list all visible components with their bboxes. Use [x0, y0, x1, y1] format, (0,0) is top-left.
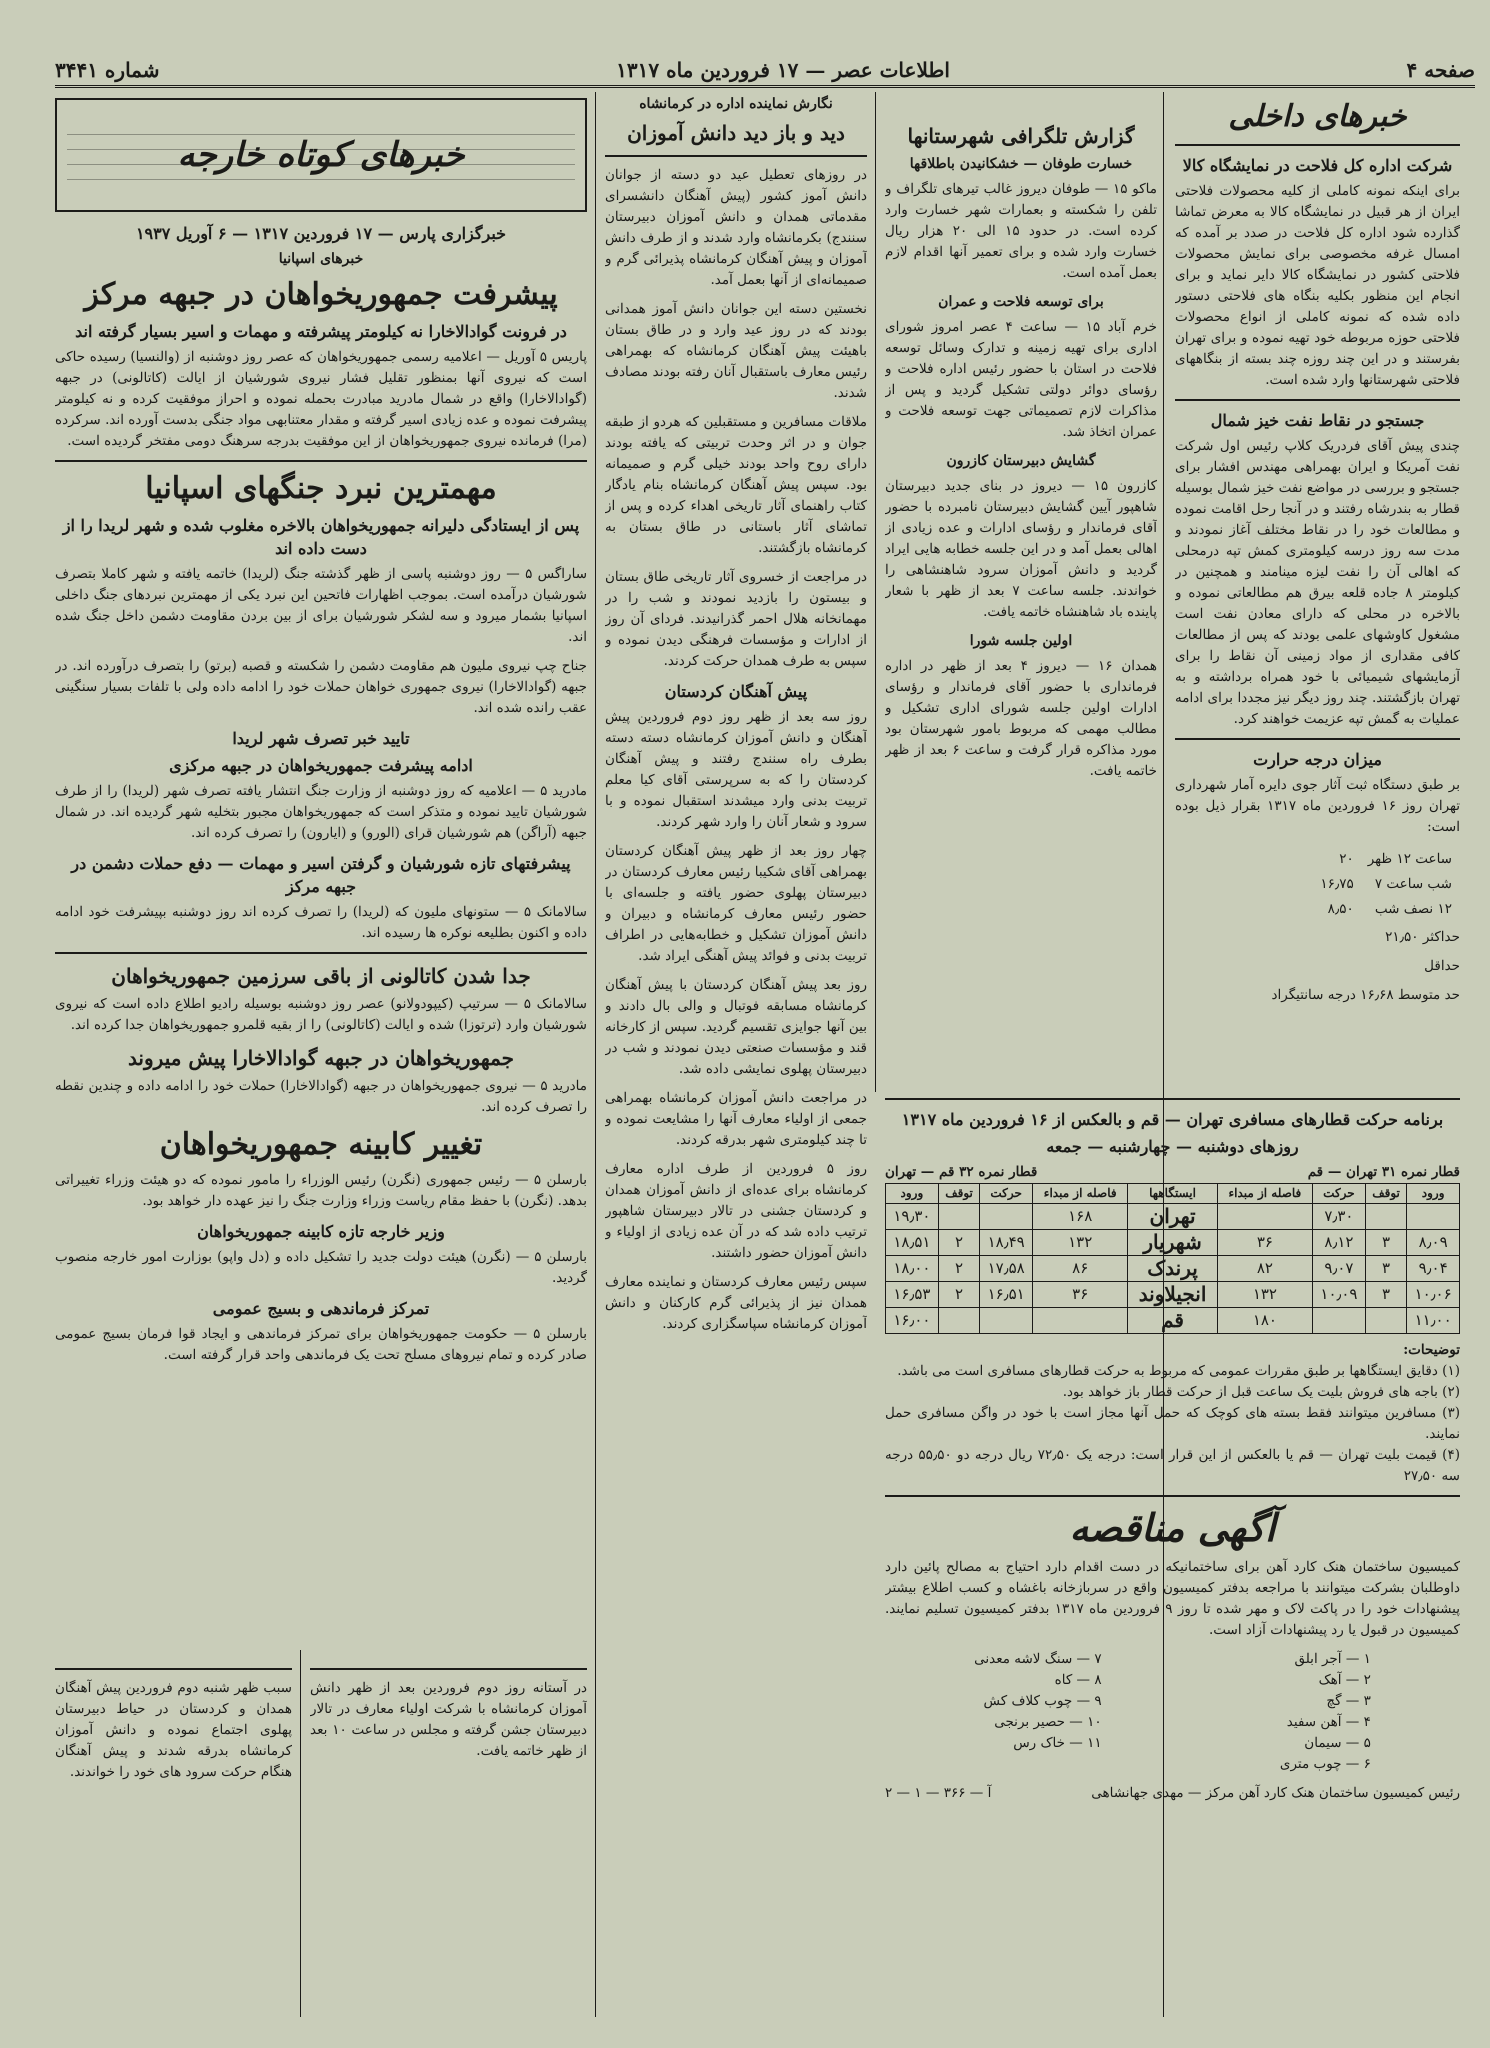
foreign-news-banner: [55, 98, 587, 212]
table-row: [886, 1308, 1460, 1334]
column-rule: [595, 92, 596, 2017]
table-row: [1314, 848, 1458, 871]
article-body: مادرید ۵ — اعلامیه که روز دوشنبه از وزارت جنگ انتشار یافته تصرف شهر (لریدا) را از طرف شورشیان تایید نموده و متذکر است که جمهوریخواهان مجبور بتخلیه شهر گردیده اند. در شمال جبهه (آراگن) هم شورشیان قرای (الورو) و (ایارون) را تصرف کرده اند.: [55, 783, 587, 841]
article-body: در مراجعت دانش آموزان کرمانشاه بهمراهی جمعی از اولیاء معارف آنها را مشایعت نموده و تا چند کیلومتری شهر بدرقه کردند.: [605, 1090, 867, 1148]
subheadline: گشایش دبیرستان کازرون: [946, 453, 1096, 469]
column-rule: [875, 92, 876, 1092]
article-body: چندی پیش آقای فردریک کلاپ رئیس اول شرکت نفت آمریکا و ایران بهمراهی مهندس افشار برای جستجو و بررسی در مواضع نفت خیز شمال بوسیله قطار به بندرشاه رفتند و در آنجا رحل اقامت نموده و مطالعات خود را در نقاط مختلف آغاز نمودند و مدت سه روز درسه کیلومتری کمش تپه درمحلی که اهالی آن را نفت لیزه مینامند و همچنین در کیلومتر ۸ جاده قلعه بیرق هم مطالعاتی نموده و بالاخره در محلی که دارای معادن نفت است مشغول کاوشهای علمی بودند که پس از مطالعات کافی مقداری از مواد زمینی آن نقاط را برای آزمایشهای شیمیائی با خود همراه برداشته و به تهران بازگشتند. چند روز دیگر نیز مجددا برای ادامه عملیات به گمش تپه عزیمت خواهند کرد.: [1175, 438, 1460, 727]
list-item: ۵ — سیمان: [1304, 1735, 1371, 1751]
headline: جدا شدن کاتالونی از باقی سرزمین جمهوریخواهان: [111, 964, 531, 988]
ad-list: [974, 1649, 1102, 1775]
article-body: بارسلن ۵ — (نگرن) هیئت دولت جدید را تشکیل داده و (دل واپو) بوزارت امور خارجه منصوب گردید.: [55, 1249, 587, 1286]
col-header: توقف: [1365, 1184, 1406, 1204]
article-body: در مراجعت از خسروی آثار تاریخی طاق بستان و بیستون را بازدید نمودند و شب را در مهمانخانه هلال احمر گذرانیدند. فردای آن روز از ادارات و مؤسسات فرهنگی دیدن نموده و سپس به طرف همدان حرکت کردند.: [605, 569, 867, 669]
list-item: ۹ — چوب کلاف کش: [983, 1693, 1102, 1709]
page-number: صفحه ۴: [1406, 58, 1475, 82]
headline: تغییر کابینه جمهوریخواهان: [159, 1127, 483, 1162]
article-body: بارسلن ۵ — رئیس جمهوری (نگرن) رئیس الوزراء را مامور نموده که دو هیئت وزراء تغییراتی بدهد. (نگرن) با حفظ مقام ریاست وزراء وزارت جنگ را نیز عهده دار خواهد بود.: [55, 1172, 587, 1209]
cell: ۸٫۰۹: [1407, 1230, 1460, 1256]
table-header: [886, 1184, 1460, 1204]
subheadline: تایید خبر تصرف شهر لریدا: [232, 729, 410, 748]
temp-label: ساعت ۱۲ ظهر: [1367, 851, 1452, 867]
cell: [938, 1204, 979, 1230]
article-body: خرم آباد ۱۵ — ساعت ۴ عصر امروز شورای اداری برای تهیه زمینه و تدارک وسائل توسعه فلاحت در استان با حضور رئیس اداره فلاحت و رؤسای دوائر دولتی تشکیل گردید و پس از مذاکرات لازم تصمیماتی جهت توسعه فلاحت و عمران اتخاذ شد.: [885, 319, 1157, 440]
cell: ۹٫۰۷: [1313, 1256, 1366, 1282]
foreign-news-column: [55, 92, 587, 1642]
schedule-and-ad: [885, 1090, 1460, 2015]
cell: ۲: [938, 1230, 979, 1256]
station: تهران: [1128, 1204, 1217, 1230]
table-row: [886, 1230, 1460, 1256]
headline: جمهوریخواهان در جبهه گوادالاخارا پیش میروند: [127, 1046, 515, 1070]
cell: [980, 1204, 1033, 1230]
agency-line: خبرگزاری پارس — ۱۷ فروردین ۱۳۱۷ — ۶ آوریل ۱۹۳۷: [135, 224, 507, 243]
article-body: سبب ظهر شنبه دوم فروردین پیش آهنگان همدان و کردستان در حیاط دبیرستان پهلوی اجتماع نموده و دانش آموزان کرمانشاه بدرقه شدند و پیش آهنگان هنگام حرکت سرود های خود را خواندند.: [55, 1680, 292, 1780]
train-days: روزهای دوشنبه — چهارشنبه — جمعه: [1046, 1137, 1299, 1156]
temp-value: ۱۶٫۷۵: [1320, 876, 1354, 892]
article-body: جناح چپ نیروی ملیون هم مقاومت دشمن را شکسته و قصبه (برتو) را بتصرف درآورده اند. در جبهه (گوادالاخارا) نیروی جمهوری خواهان حملات خود را ادامه داده ولی با تلفات بسیار سنگینی عقب رانده شده اند.: [55, 658, 587, 716]
ad-body: کمیسیون ساختمان هنک کارد آهن برای ساختمانیکه در دست اقدام دارد احتیاج به مصالح پائین دارد داوطلبان بشرکت میتوانند با مراجعه بدفتر کمیسیون واقع در سربازخانه باغشاه و کسب اطلاع بیشتر پیشنهادات خود را در پاکت لاک و مهر شده تا روز ۹ فروردین ماه ۱۳۱۷ بدفتر کمیسیون تسلیم نمایند. کمیسیون در قبول یا رد پیشنهادات آزاد است.: [885, 1559, 1460, 1638]
list-item: ۴ — آهن سفید: [1286, 1714, 1371, 1730]
subheadline: برای توسعه فلاحت و عمران: [938, 294, 1104, 310]
headline: میزان درجه حرارت: [1253, 750, 1382, 769]
headline: پیشرفت جمهوریخواهان در جبهه مرکز: [84, 277, 558, 312]
col-header: فاصله از مبداء: [1217, 1184, 1312, 1204]
cell: ۱۸٫۵۱: [886, 1230, 939, 1256]
kicker: نگارش نماینده اداره در کرمانشاه: [639, 96, 833, 112]
col-header: حرکت: [1313, 1184, 1366, 1204]
train-direction: قطار نمره ۳۲ قم — تهران: [885, 1164, 1038, 1180]
subheadline: خسارت طوفان — خشکانیدن باطلاقها: [909, 156, 1133, 172]
cell: ۳۶: [1033, 1282, 1128, 1308]
subheadline: تمرکز فرماندهی و بسیج عمومی: [212, 1299, 430, 1318]
ad-title: آگهی مناقصه: [1069, 1505, 1276, 1550]
cell: ۱۰٫۰۶: [1407, 1282, 1460, 1308]
table-row: [1314, 873, 1458, 896]
telegraph-column: [885, 92, 1157, 1082]
headline: دید و باز دید دانش آموزان: [627, 121, 845, 145]
list-item: ۸ — کاه: [1054, 1672, 1102, 1688]
article-body: روز سه بعد از ظهر روز دوم فروردین پیش آهنگان و دانش آموزان کرمانشاه دسته دسته بطرف راه سنندج رفتند و پیش آهنگان کردستان را که به سرپرستی آقای کیا معلم تربیت بدنی وارد میشدند استقبال نموده و با سرود و شعار آنان را وارد شهر کردند.: [605, 709, 867, 830]
temp-max: حداکثر ۲۱٫۵۰: [1385, 929, 1460, 945]
cell: ۱۰٫۰۹: [1313, 1282, 1366, 1308]
cell: ۸۶: [1033, 1256, 1128, 1282]
station: انجیلاوند: [1128, 1282, 1217, 1308]
banner-title: خبرهای کوتاه خارجه: [177, 134, 465, 175]
article-body: پاریس ۵ آوریل — اعلامیه رسمی جمهوریخواهان که عصر روز دوشنبه از (والنسیا) رسیده حاکی است که نیروی آنها بمنظور تقلیل فشار نیروی شورشیان از ایالت (کاتالونی) در جبهه (گوادالاخارا) واقع در شمال مادرید مبادرت بحمله نموده و احراز موفقیت کرده و نه کیلومتر پیشرفت نموده و عده زیادی اسیر گرفته و مقدار معتنابهی مواد جنگی بدست آورده اند. سرکرده (مرا) فرمانده نیروی جمهوریخواهان از این موفقیت بدرجه سرهنگ دومی مفتخر گردیده است.: [55, 349, 587, 449]
station: قم: [1128, 1308, 1217, 1334]
article-body: بر طبق دستگاه ثبت آثار جوی دایره آمار شهرداری تهران روز ۱۶ فروردین ماه ۱۳۱۷ بقرار ذیل بوده است:: [1175, 777, 1460, 835]
article-body: مادرید ۵ — نیروی جمهوریخواهان در جبهه (گوادالاخارا) حملات خود را ادامه داده و چندین نقطه را تصرف کرده اند.: [55, 1078, 587, 1115]
article-body: روز بعد پیش آهنگان کردستان با پیش آهنگان کرمانشاه مسابقه فوتبال و والی بال دادند و بین آنها جوایزی تقسیم گردید. سپس از کارخانه قند و مؤسسات صنعتی دیدن نمودند و شب در دبیرستان پهلوی نمایشی داده شد.: [605, 977, 867, 1077]
temp-value: ۲۰: [1339, 851, 1354, 867]
cell: ۳: [1365, 1256, 1406, 1282]
col-header: حرکت: [980, 1184, 1033, 1204]
train-title: برنامه حرکت قطارهای مسافری تهران — قم و بالعکس از ۱۶ فروردین ماه ۱۳۱۷: [901, 1110, 1444, 1129]
article-body: بارسلن ۵ — حکومت جمهوریخواهان برای تمرکز فرماندهی و ایجاد قوا فرمان بسیج عمومی صادر کرده و تمام نیروهای مسلح تحت یک فرماندهی واحد قرار گرفته است.: [55, 1326, 587, 1363]
table-row: [886, 1256, 1460, 1282]
article-body: همدان ۱۶ — دیروز ۴ بعد از ظهر در اداره فرمانداری با حضور آقای فرماندار و رؤسای ادارات اولین جلسه شورای اداری تشکیل و مطالب مهمی که مربوط بامور شهرستان بود مورد مذاکره قرار گرفت و ساعت ۶ بعد از ظهر خاتمه یافت.: [885, 658, 1157, 779]
headline: شرکت اداره کل فلاحت در نمایشگاه کالا: [1182, 156, 1453, 175]
subheadline: پس از ایستادگی دلیرانه جمهوریخواهان بالاخره مغلوب شده و شهر لریدا را از دست داده اند: [62, 516, 580, 558]
col-header: فاصله از مبداء: [1033, 1184, 1128, 1204]
continuation-box: [55, 1660, 292, 2015]
cell: ۸٫۱۲: [1313, 1230, 1366, 1256]
cell: ۹٫۰۴: [1407, 1256, 1460, 1282]
student-visit-column: [605, 92, 867, 2017]
temperature-table: [1312, 846, 1460, 923]
list-item: ۶ — چوب مترى: [1279, 1756, 1371, 1772]
list-item: ۳ — گچ: [1326, 1693, 1371, 1709]
cell: ۲: [938, 1256, 979, 1282]
ad-list: [1280, 1649, 1371, 1775]
subheadline: وزیر خارجه تازه کابینه جمهوریخواهان: [197, 1222, 445, 1241]
cell: [1365, 1204, 1406, 1230]
issue-number: شماره ۳۴۴۱: [55, 58, 160, 82]
article-body: ملاقات مسافرین و مستقبلین که هردو از طبقه جوان و در اثر وحدت تربیتی که یافته بودند دارای روح واحد بودند خیلی گرم و صمیمانه بود. سپس پیش آهنگان کرمانشاه بنام یادگار کتاب راهنمای آثار تاریخی اهداء کرده و پس از تماشای آثار باستانی در طاق بستان به کرمانشاه بازگشتند.: [605, 414, 867, 556]
column-rule: [300, 1650, 301, 2017]
notes-title: توضیحات:: [1403, 1342, 1460, 1358]
train-table: [885, 1183, 1460, 1334]
list-item: ۲ — آهک: [1318, 1672, 1371, 1688]
section-title: خبرهای داخلی: [1228, 99, 1407, 134]
note: (۳) مسافرین میتوانند فقط بسته های کوچک که حمل آنها مجاز است با خود در واگن مسافری حمل نمایند.: [885, 1405, 1460, 1442]
temp-label: شب ساعت ۷: [1374, 876, 1452, 892]
article-body: سالامانک ۵ — سرتیپ (کیپودولانو) عصر روز دوشنبه بوسیله رادیو اطلاع داده است که نیروی شورشیان وارد (ترتوزا) شده و ایالت (کاتالونی) را از بقیه قلمرو جمهوریخواهان جدا کرده اند.: [55, 996, 587, 1033]
subheadline: در فرونت گوادالاخارا نه کیلومتر پیشرفته و مهمات و اسیر بسیار گرفته اند: [75, 322, 567, 341]
cell: [1407, 1204, 1460, 1230]
cell: [1033, 1308, 1128, 1334]
article-body: ماکو ۱۵ — طوفان دیروز غالب تیرهای تلگراف و تلفن را شکسته و بعمارات شهر خسارت وارد کرده است. در حدود ۱۵ الی ۲۰ هزار ریال خسارت وارد شده و برای تعمیر آنها اقدام لازم بعمل آمده است.: [885, 181, 1157, 281]
note: (۴) قیمت بلیت تهران — قم یا بالعکس از این قرار است: درجه یک ۷۲٫۵۰ ریال درجه دو ۵۵٫۵۰ درجه سه ۲۷٫۵۰: [885, 1447, 1460, 1484]
station: شهریار: [1128, 1230, 1217, 1256]
table-row: [1314, 898, 1458, 921]
cell: ۱۱٫۰۰: [1407, 1308, 1460, 1334]
cell: ۱۸٫۰۰: [886, 1256, 939, 1282]
article-body: نخستین دسته این جوانان دانش آموز همدانی بودند که در روز عید وارد و در طاق بستان باهیئت پیش آهنگان کرمانشاه که بهمراهی رئیس معارف باستقبال آنان رفته بودند مصادف شدند.: [605, 301, 867, 401]
article-body: در آستانه روز دوم فروردین بعد از ظهر دانش آموزان کرمانشاه با شرکت اولیاء معارف در تالار دبیرستان جشن گرفته و مجلس در ساعت ۱۰ بعد از ظهر خاتمه یافت.: [310, 1680, 587, 1759]
subheadline: اولین جلسه شورا: [969, 633, 1073, 649]
col-header: ورود: [1407, 1184, 1460, 1204]
col-header: ایستگاهها: [1128, 1184, 1217, 1204]
headline: جستجو در نقاط نفت خیز شمال: [1210, 411, 1425, 430]
cell: ۳: [1365, 1282, 1406, 1308]
date-line: اطلاعات عصر — ۱۷ فروردین ماه ۱۳۱۷: [616, 58, 950, 82]
cell: [1365, 1308, 1406, 1334]
spain-news-label: خبرهای اسپانیا: [278, 251, 364, 267]
note: (۱) دقایق ایستگاهها بر طبق مقررات عمومی که مربوط به حرکت قطارهای مسافری است می باشد.: [897, 1363, 1460, 1379]
temp-label: ۱۲ نصف شب: [1374, 901, 1452, 917]
headline: مهمترین نبرد جنگهای اسپانیا: [145, 471, 497, 506]
temp-min: حداقل: [1424, 958, 1460, 974]
article-body: سپس رئیس معارف کردستان و نماینده معارف همدان نیز از پذیرائی گرم کارکنان و دانش آموزان کرمانشاه سپاسگزاری کردند.: [605, 1274, 867, 1332]
article-body: چهار روز بعد از ظهر پیش آهنگان کردستان بهمراهی آقای شکیبا رئیس معارف کردستان در دبیرستان پهلوی حضور یافته و جلسه‌ای با حضور رئیس معارف کرمانشاه و دبیران و دانش آموزان تشکیل و خطابه‌هایی در اطراف تربیت بدنی و فوائد پیش آهنگی ایراد شد.: [605, 843, 867, 964]
cell: ۲: [938, 1282, 979, 1308]
article-body: روز ۵ فروردین از طرف اداره معارف کرمانشاه برای عده‌ای از دانش آموزان همدان و کردستان جشنی در تالار دبیرستان شاهپور ترتیب داده شد که در آن عده زیادی از اولیاء و دانش آموزان حضور داشتند.: [605, 1161, 867, 1261]
cell: ۱۳۲: [1217, 1282, 1312, 1308]
note: (۲) باجه های فروش بلیت یک ساعت قبل از حرکت قطار باز خواهد بود.: [1062, 1384, 1460, 1400]
list-item: ۷ — سنگ لاشه معدنی: [974, 1651, 1102, 1667]
list-item: ۱۱ — خاک رس: [1013, 1735, 1102, 1751]
table-row: [886, 1204, 1460, 1230]
cell: ۱۶٫۵۳: [886, 1282, 939, 1308]
ad-code: آ — ۳۶۶ — ۱ — ۲: [885, 1785, 992, 1801]
cell: ۸۲: [1217, 1256, 1312, 1282]
cell: ۱۹٫۳۰: [886, 1204, 939, 1230]
subheadline: ادامه پیشرفت جمهوریخواهان در جبهه مرکزی: [169, 756, 473, 775]
article-body: ساراگس ۵ — روز دوشنبه پاسی از ظهر گذشته جنگ (لریدا) خاتمه یافته و شهر کاملا بتصرف شورشیان درآمده است. بموجب اظهارات فاتحین این نبرد یکی از مهمترین نبردهای جنگ داخلی اسپانیا بشمار میرود و سه لشکر شورشیان برای از بین بردن مقاومت دشمن داخل جنگ شده اند.: [55, 566, 587, 645]
ad-signature: رئیس کمیسیون ساختمان هنک کارد آهن مرکز — مهدی جهانشاهی: [1091, 1785, 1460, 1801]
temp-value: ۸٫۵۰: [1327, 901, 1354, 917]
cell: [1313, 1308, 1366, 1334]
cell: ۱۸۰: [1217, 1308, 1312, 1334]
cell: ۱۷٫۵۸: [980, 1256, 1033, 1282]
cell: ۱۶۸: [1033, 1204, 1128, 1230]
article-body: در روزهای تعطیل عید دو دسته از جوانان دانش آموز کشور (پیش آهنگان دانشسرای مقدماتی همدان و دانش آموزان دبیرستان سنندج) بکرمانشاه وارد شدند و از طرف دانش آموزان و پیش آهنگان کرمانشاه پذیرائی گرم و صمیمانه‌ای از آنها بعمل آمد.: [605, 167, 867, 288]
cell: [980, 1308, 1033, 1334]
article-body: کازرون ۱۵ — دیروز در بنای جدید دبیرستان شاهپور آیین گشایش دبیرستان نامبرده با حضور آقای فرماندار و رؤسای ادارات و عده زیادی از اهالی بعمل آمد و در این جلسه خطابه هایی ایراد گردید و دانش آموزان سرود شاهنشاهی را خواندند. جلسه ساعت ۷ بعد از ظهر با شعار پاینده باد شاهنشاه خاتمه یافت.: [885, 478, 1157, 620]
table-row: [886, 1282, 1460, 1308]
cell: [938, 1308, 979, 1334]
cell: ۱۶٫۵۱: [980, 1282, 1033, 1308]
subheadline: پیش آهنگان کردستان: [664, 682, 808, 701]
headline: گزارش تلگرافی شهرستانها: [907, 124, 1135, 148]
masthead: [55, 55, 1475, 88]
list-item: ۱۰ — حصیر برنجی: [994, 1714, 1102, 1730]
article-body: برای اینکه نمونه کاملی از کلیه محصولات فلاحتی ایران از هر قبیل در نمایشگاه کالا به معرض تماشا گذارده شود اداره کل فلاحت در صدد بر آمده که امسال غرفه مخصوصی برای نمایش محصولات فلاحتی کشور در نمایشگاه کالا دایر نماید و برای انجام این منظور بکلیه بنگاه های فلاحتی دستور داده شده که نمونه کاملی از انواع محصولات فلاحتی حوزه مربوطه خود تهیه نموده و برای تهران بفرستند و در این چند روزه چند بسته از بنگاههای فلاحتی شهرستانها وارد شده است.: [1175, 183, 1460, 388]
station: پرندک: [1128, 1256, 1217, 1282]
cell: [1217, 1204, 1312, 1230]
col-header: توقف: [938, 1184, 979, 1204]
article-body: سالامانک ۵ — ستونهای ملیون که (لریدا) را تصرف کرده اند روز دوشنبه بپیشرفت خود ادامه داده و اکنون بطلیعه نوکره ها رسیده اند.: [55, 904, 587, 941]
cell: ۷٫۳۰: [1313, 1204, 1366, 1230]
continuation-box: [310, 1660, 587, 2015]
train-direction: قطار نمره ۳۱ تهران — قم: [1307, 1164, 1460, 1180]
list-item: ۱ — آجر ابلق: [1294, 1651, 1371, 1667]
subheadline: پیشرفتهای تازه شورشیان و گرفتن اسیر و مهمات — دفع حملات دشمن در جبهه مرکز: [71, 854, 571, 896]
cell: ۳۶: [1217, 1230, 1312, 1256]
cell: ۳: [1365, 1230, 1406, 1256]
cell: ۱۸٫۴۹: [980, 1230, 1033, 1256]
temp-average: حد متوسط ۱۶٫۶۸ درجه سانتیگراد: [1271, 987, 1460, 1003]
col-header: ورود: [886, 1184, 939, 1204]
cell: ۱۶٫۰۰: [886, 1308, 939, 1334]
cell: ۱۳۲: [1033, 1230, 1128, 1256]
